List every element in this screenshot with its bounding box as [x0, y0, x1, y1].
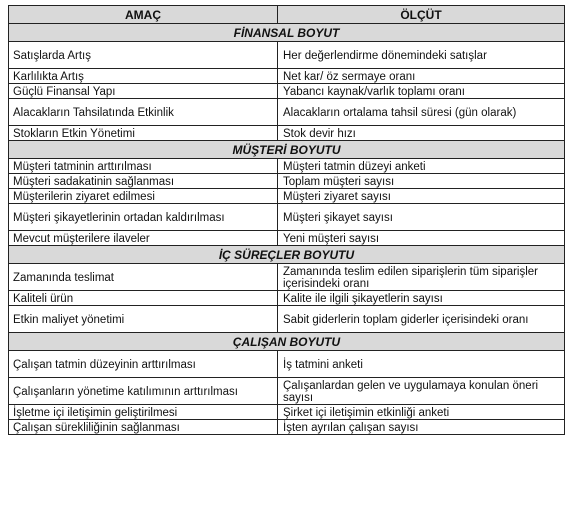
criterion-cell: Her değerlendirme dönemindeki satışlar — [278, 42, 565, 69]
aim-cell: İşletme içi iletişimin geliştirilmesi — [9, 405, 278, 420]
table-row — [9, 99, 565, 126]
aim-cell: Çalışan tatmin düzeyinin arttırılması — [9, 351, 278, 378]
header-row — [9, 6, 565, 24]
table-row — [9, 420, 565, 435]
criterion-cell: Sabit giderlerin toplam giderler içerisindeki oranı — [278, 306, 565, 333]
criterion-cell: İş tatmini anketi — [278, 351, 565, 378]
table-row — [9, 159, 565, 174]
aim-cell: Çalışanların yönetime katılımının arttırılması — [9, 378, 278, 405]
table-row — [9, 69, 565, 84]
aim-cell: Karlılıkta Artış — [9, 69, 278, 84]
aim-cell: Müşteri sadakatinin sağlanması — [9, 174, 278, 189]
table-row — [9, 231, 565, 246]
table-row — [9, 189, 565, 204]
section-header-row — [9, 246, 565, 264]
header-criterion: ÖLÇÜT — [278, 6, 565, 24]
table-row — [9, 405, 565, 420]
section-header-row — [9, 333, 565, 351]
aim-cell: Etkin maliyet yönetimi — [9, 306, 278, 333]
section-header-row — [9, 141, 565, 159]
balanced-scorecard-table — [8, 5, 565, 435]
header-aim: AMAÇ — [9, 6, 278, 24]
table-row — [9, 306, 565, 333]
criterion-cell: İşten ayrılan çalışan sayısı — [278, 420, 565, 435]
aim-cell: Çalışan sürekliliğinin sağlanması — [9, 420, 278, 435]
scorecard-table-container — [8, 5, 564, 435]
criterion-cell: Şirket içi iletişimin etkinliği anketi — [278, 405, 565, 420]
section-title: FİNANSAL BOYUT — [9, 24, 565, 42]
table-row — [9, 378, 565, 405]
table-row — [9, 174, 565, 189]
aim-cell: Alacakların Tahsilatında Etkinlik — [9, 99, 278, 126]
criterion-cell: Zamanında teslim edilen siparişlerin tüm siparişler içerisindeki oranı — [278, 264, 565, 291]
aim-cell: Stokların Etkin Yönetimi — [9, 126, 278, 141]
table-row — [9, 204, 565, 231]
aim-cell: Müşteri şikayetlerinin ortadan kaldırılması — [9, 204, 278, 231]
table-row — [9, 351, 565, 378]
aim-cell: Zamanında teslimat — [9, 264, 278, 291]
criterion-cell: Alacakların ortalama tahsil süresi (gün olarak) — [278, 99, 565, 126]
aim-cell: Müşterilerin ziyaret edilmesi — [9, 189, 278, 204]
criterion-cell: Müşteri şikayet sayısı — [278, 204, 565, 231]
section-title: ÇALIŞAN BOYUTU — [9, 333, 565, 351]
aim-cell: Müşteri tatminin arttırılması — [9, 159, 278, 174]
aim-cell: Satışlarda Artış — [9, 42, 278, 69]
criterion-cell: Net kar/ öz sermaye oranı — [278, 69, 565, 84]
criterion-cell: Kalite ile ilgili şikayetlerin sayısı — [278, 291, 565, 306]
aim-cell: Kaliteli ürün — [9, 291, 278, 306]
table-body — [9, 24, 565, 435]
aim-cell: Mevcut müşterilere ilaveler — [9, 231, 278, 246]
table-row — [9, 42, 565, 69]
aim-cell: Güçlü Finansal Yapı — [9, 84, 278, 99]
criterion-cell: Yabancı kaynak/varlık toplamı oranı — [278, 84, 565, 99]
section-header-row — [9, 24, 565, 42]
criterion-cell: Müşteri ziyaret sayısı — [278, 189, 565, 204]
section-title: İÇ SÜREÇLER BOYUTU — [9, 246, 565, 264]
table-row — [9, 126, 565, 141]
criterion-cell: Çalışanlardan gelen ve uygulamaya konulan öneri sayısı — [278, 378, 565, 405]
criterion-cell: Yeni müşteri sayısı — [278, 231, 565, 246]
section-title: MÜŞTERİ BOYUTU — [9, 141, 565, 159]
table-row — [9, 84, 565, 99]
table-row — [9, 264, 565, 291]
table-row — [9, 291, 565, 306]
criterion-cell: Müşteri tatmin düzeyi anketi — [278, 159, 565, 174]
criterion-cell: Toplam müşteri sayısı — [278, 174, 565, 189]
criterion-cell: Stok devir hızı — [278, 126, 565, 141]
